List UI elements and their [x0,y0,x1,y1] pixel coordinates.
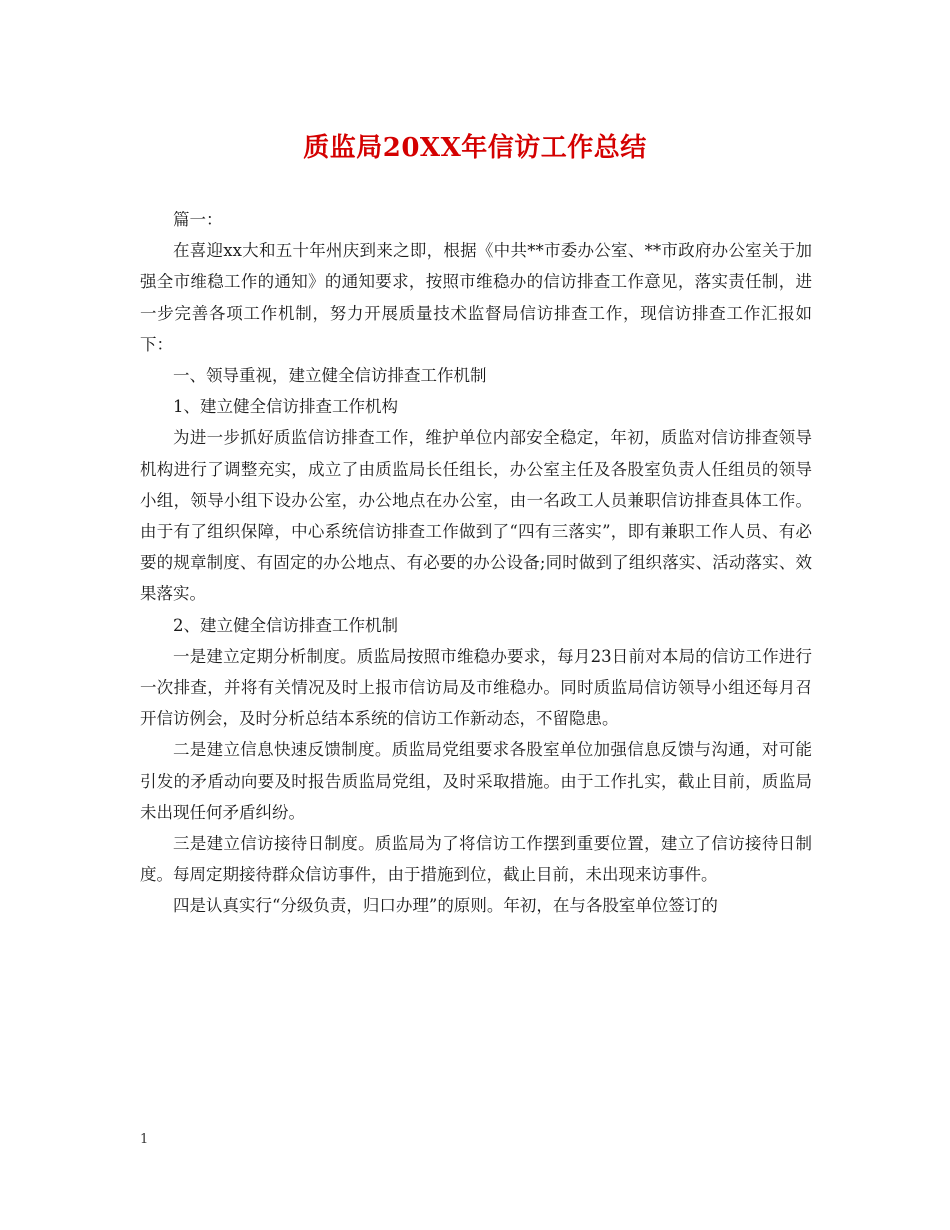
paragraph: 篇一： [173,210,223,229]
document-body [140,204,812,922]
paragraph: 为进一步抓好质监信访排查工作，维护单位内部安全稳定，年初，质监对信访排查领导机构进行了调整充实，成立了由质监局长任组长，办公室主任及各股室负责人任组员的领导小组，领导小组下设办公室，办公地点在办公室，由一名政工人员兼职信访排查具体工作。由于有了组织保障，中心系统信访排查工作做到了“四有三落实”，即有兼职工作人员、有必要的规章制度、有固定的办公地点、有必要的办公设备;同时做到了组织落实、活动落实、效果落实。 [140,428,812,604]
paragraph: 三是建立信访接待日制度。质监局为了将信访工作摆到重要位置，建立了信访接待日制度。每周定期接待群众信访事件，由于措施到位，截止目前，未出现来访事件。 [140,834,812,885]
document-title: 质监局20XX年信访工作总结 [303,133,647,163]
paragraph: 四是认真实行“分级负责，归口办理”的原则。年初，在与各股室单位签订的 [173,896,718,916]
section-heading: 一、领导重视，建立健全信访排查工作机制 [173,366,487,386]
paragraph: 在喜迎xx大和五十年州庆到来之即，根据《中共**市委办公室、**市政府办公室关于加强全市维稳工作的通知》的通知要求，按照市维稳办的信访排查工作意见，落实责任制，进一步完善各项工作机制，努力开展质量技术监督局信访排查工作，现信访排查工作汇报如下： [140,241,812,354]
subsection-heading: 2、建立健全信访排查工作机制 [173,615,398,635]
paragraph: 二是建立信息快速反馈制度。质监局党组要求各股室单位加强信息反馈与沟通，对可能引发的矛盾动向要及时报告质监局党组，及时采取措施。由于工作扎实，截止目前，质监局未出现任何矛盾纠纷。 [140,740,812,822]
paragraph: 一是建立定期分析制度。质监局按照市维稳办要求，每月23日前对本局的信访工作进行一次排查，并将有关情况及时上报市信访局及市维稳办。同时质监局信访领导小组还每月召开信访例会，及时分析总结本系统的信访工作新动态，不留隐患。 [140,646,812,729]
subsection-heading: 1、建立健全信访排查工作机构 [173,397,398,417]
page-number: 1 [140,1132,149,1147]
